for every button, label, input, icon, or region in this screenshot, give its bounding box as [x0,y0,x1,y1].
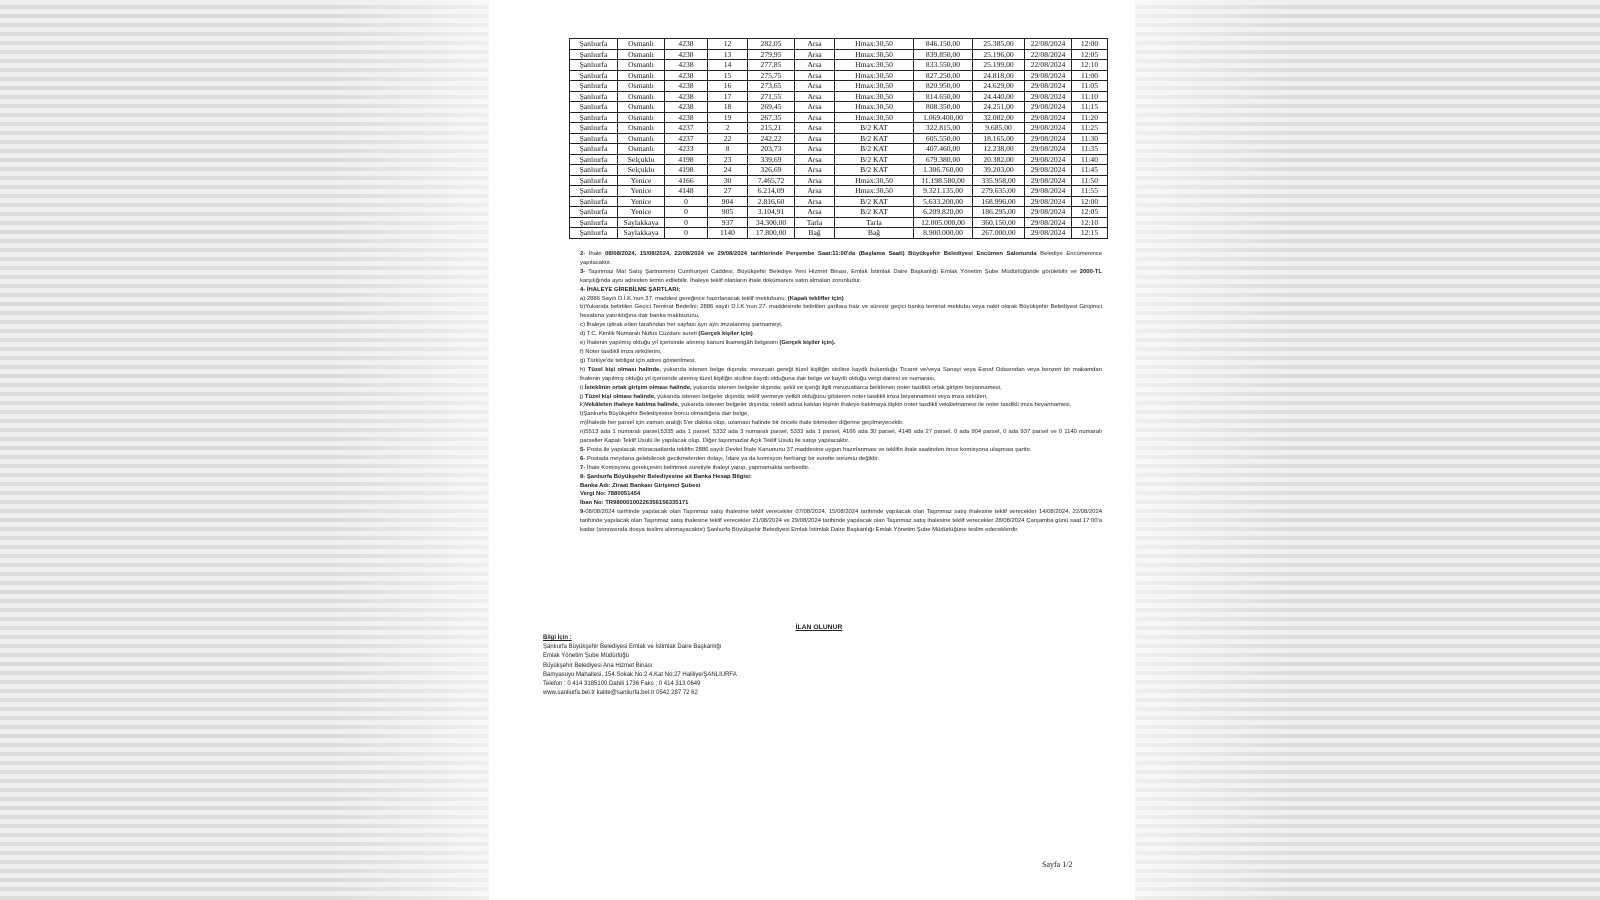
table-cell: 24.251,00 [973,102,1025,113]
table-cell: 29/08/2024 [1025,165,1072,176]
table-row [570,154,1108,165]
table-cell: 9.685,00 [973,123,1025,134]
table-cell: 833.550,00 [914,60,973,71]
table-cell: Arsa [795,133,835,144]
table-cell: 11:30 [1072,133,1108,144]
page-number: Sayfa 1/2 [1042,860,1073,869]
table-cell: 17.800,00 [748,228,795,239]
table-cell: Arsa [795,154,835,165]
table-cell: 25.196,00 [973,49,1025,60]
table-row [570,70,1108,81]
table-cell: 24.629,00 [973,81,1025,92]
table-cell: Şanlıurfa [570,186,618,197]
contact-line-department: Şanlıurfa Büyükşehir Belediyesi Emlak ve İstimlak Daire Başkanlığı [543,644,722,651]
term-4l: l)Şanlıurfa Büyükşehir Belediyesine borcu olmadığına dair belge, [580,411,749,418]
table-cell: Yenice [618,196,665,207]
table-cell: Şanlıurfa [570,102,618,113]
table-row [570,165,1108,176]
table-row [570,144,1108,155]
table-cell: Arsa [795,49,835,60]
table-cell: Şanlıurfa [570,91,618,102]
table-cell: 4238 [665,102,708,113]
term-4g: g) Türkiye'de tebligat için adres gösterilmesi, [580,357,696,364]
table-cell: Şanlıurfa [570,123,618,134]
table-cell: 11:40 [1072,154,1108,165]
term-4h: h) Tüzel kişi olması halinde, yukarıda istenen belge dışında; mevzuatı gereği tüzel kişiliğin siciline kaydlı bulunduğu Ticaret ve/veya Sanayi veya Esnaf Odasından veya benzeri bir makamdan ihalenin yapılmış olduğu yıl içerisinde alınmış tüzel kişiliğin siciline kayıtlı olduğuna dair belge ve kayıtlı olduğu vergi dairesi ve numarası, [580,366,1102,382]
table-cell: 282,05 [748,39,795,50]
table-cell: 29/08/2024 [1025,102,1072,113]
table-cell: 937 [708,217,748,228]
table-cell: B/2 KAT [835,144,914,155]
table-cell: 15 [708,70,748,81]
table-row [570,112,1108,123]
table-cell: Hmax:30,50 [835,112,914,123]
table-cell: 12:05 [1072,49,1108,60]
table-cell: 18 [708,102,748,113]
table-cell: Arsa [795,175,835,186]
table-cell: 29/08/2024 [1025,91,1072,102]
table-cell: Arsa [795,196,835,207]
table-cell: 814.650,00 [914,91,973,102]
table-cell: 326,69 [748,165,795,176]
table-cell: 5.633.200,00 [914,196,973,207]
table-cell: 16 [708,81,748,92]
table-cell: 279,95 [748,49,795,60]
table-cell: Şanlıurfa [570,112,618,123]
table-cell: 12:10 [1072,217,1108,228]
term-7: 7- İhale Komisyonu gerekçesini belirtmek suretiyle ihaleyi yapıp, yapmamakta serbesttir. [580,464,810,471]
term-4m: m)İhalede her parsel için zaman aralığı 5'er dakika olup, uzaması halinde bir önceki ihale bitmeden diğerine geçilmeyecektir. [580,420,904,427]
table-cell: 1140 [708,228,748,239]
table-cell: 12.005.000,00 [914,217,973,228]
table-cell: 3.104,91 [748,207,795,218]
term-4a: a) 2886 Sayılı D.İ.K.'nun 37. maddesi gereğince hazırlanacak teklif mektubunu. (Kapalı teklifler için) [580,295,844,302]
table-cell: 4148 [665,186,708,197]
table-cell: Osmanlı [618,144,665,155]
table-cell: 11.198.580,00 [914,175,973,186]
table-cell: 11:10 [1072,91,1108,102]
table-cell: 11:25 [1072,123,1108,134]
table-cell: 4238 [665,49,708,60]
table-cell: 7.465,72 [748,175,795,186]
table-cell: 339,69 [748,154,795,165]
table-cell: 271,55 [748,91,795,102]
table-cell: 275,75 [748,70,795,81]
blurred-background-right [1135,0,1600,900]
table-cell: Hmax:30,50 [835,91,914,102]
table-cell: Şanlıurfa [570,196,618,207]
table-cell: 1.069.400,00 [914,112,973,123]
table-cell: 279.635,00 [973,186,1025,197]
table-cell: 8 [708,144,748,155]
parcel-table [569,38,1108,239]
table-cell: Hmax:30,50 [835,49,914,60]
table-cell: B/2 KAT [835,196,914,207]
table-cell: Arsa [795,81,835,92]
table-cell: 24.440,00 [973,91,1025,102]
table-cell: Arsa [795,39,835,50]
table-cell: 827.250,00 [914,70,973,81]
table-cell: 273,65 [748,81,795,92]
table-cell: Şanlıurfa [570,49,618,60]
table-cell: 27 [708,186,748,197]
table-cell: Şanlıurfa [570,228,618,239]
table-cell: 23 [708,154,748,165]
table-cell: Şanlıurfa [570,207,618,218]
table-cell: 605.550,00 [914,133,973,144]
contact-line-branch: Emlak Yönetim Şube Müdürlüğü [543,653,629,660]
table-cell: Osmanlı [618,112,665,123]
table-row [570,39,1108,50]
table-cell: Osmanlı [618,60,665,71]
table-cell: 12:00 [1072,196,1108,207]
table-cell: 12:05 [1072,207,1108,218]
table-cell: 0 [665,196,708,207]
term-2: 2- İhale 08/08/2024, 15/08/2024, 22/08/2024 ve 29/08/2024 tarihlerinde Perşembe Saat:11:00'da (Başlama Saati) Büyükşehir Belediyesi Encümen Salonunda Belediye Encümenince yapılacaktır. [580,251,1103,266]
table-cell: Şanlıurfa [570,154,618,165]
table-cell: 19 [708,112,748,123]
table-cell: Osmanlı [618,81,665,92]
term-4e: e) İhalenin yapılmış olduğu yıl içerisinde alınmış kanuni ikametgâh belgesini (Gerçek kişiler için). [580,340,836,347]
table-cell: 13 [708,49,748,60]
table-cell: Şanlıurfa [570,39,618,50]
table-row [570,102,1108,113]
table-row [570,123,1108,134]
table-cell: 4166 [665,175,708,186]
table-cell: 2.816,60 [748,196,795,207]
table-cell: 22/08/2024 [1025,60,1072,71]
table-cell: Arsa [795,70,835,81]
table-cell: 905 [708,207,748,218]
table-cell: Saylakkaya [618,217,665,228]
table-cell: 12:00 [1072,39,1108,50]
auction-terms [580,250,1102,535]
term-5: 5- Posta ile yapılacak müracaatlarda teklifin 2886 sayılı Devlet İhale Kanununu 37.maddesine uygun hazırlanması ve teklifin ihale saatinden önce komisyona ulaşması şarttır. [580,446,1032,453]
table-cell: Saylakkaya [618,228,665,239]
table-cell: 25.385,00 [973,39,1025,50]
table-cell: 22/08/2024 [1025,39,1072,50]
bank-name: Banka Adı: Ziraat Bankası Girişimci Şubesi [580,482,701,489]
table-cell: Tarla [835,217,914,228]
table-cell: 335.958,00 [973,175,1025,186]
table-cell: 14 [708,60,748,71]
table-cell: Hmax:30,50 [835,70,914,81]
table-cell: 4238 [665,112,708,123]
table-cell: 12 [708,39,748,50]
table-cell: 22 [708,133,748,144]
table-cell: Hmax:30,50 [835,186,914,197]
table-cell: 2 [708,123,748,134]
table-cell: Arsa [795,165,835,176]
contact-info [543,634,863,698]
table-cell: Hmax:30,50 [835,60,914,71]
table-cell: 29/08/2024 [1025,154,1072,165]
table-cell: 360.150,00 [973,217,1025,228]
table-row [570,207,1108,218]
table-cell: Şanlıurfa [570,165,618,176]
table-cell: 168.996,00 [973,196,1025,207]
table-cell: Bağ [835,228,914,239]
table-row [570,91,1108,102]
term-4f: f) Noter tasdikli imza sirkülerini, [580,348,662,355]
table-row [570,133,1108,144]
table-cell: 4238 [665,39,708,50]
term-4c: c) İhaleye iştirak eden tarafından her sayfası ayrı ayrı imzalanmış şartnameyi, [580,322,783,329]
table-cell: 322.815,00 [914,123,973,134]
table-cell: B/2 KAT [835,123,914,134]
table-cell: 29/08/2024 [1025,228,1072,239]
term-6: 6- Postada meydana gelebilecek gecikmelerden dolayı, İdare ya da komisyon herhangi bir surette sorumlu değildir. [580,455,879,462]
table-cell: Hmax:30,50 [835,39,914,50]
table-cell: Yenice [618,207,665,218]
table-cell: 4238 [665,60,708,71]
table-cell: 24 [708,165,748,176]
table-cell: 4238 [665,91,708,102]
table-cell: 34.300,00 [748,217,795,228]
table-cell: 9.321.135,00 [914,186,973,197]
table-cell: Şanlıurfa [570,70,618,81]
contact-line-phone: Telefon : 0 414 3185100 Dahili 1736 Faks : 0 414 313 0649 [543,681,701,688]
table-cell: 4198 [665,154,708,165]
contact-line-building: Büyükşehir Belediyesi Ana Hizmet Binası [543,662,653,669]
table-cell: Tarla [795,217,835,228]
table-cell: Şanlıurfa [570,81,618,92]
table-cell: Hmax:30,50 [835,102,914,113]
table-cell: 4237 [665,123,708,134]
table-row [570,175,1108,186]
table-cell: 267.000,00 [973,228,1025,239]
term-4n: n)5513 ada 1 numaralı parsel,5335 ada 1 parsel, 5332 ada 3 numaralı parsel, 5333 ada 1 parsel, 4166 ada 30 parsel, 4148 ada 27 parsel, 0 ada 904 parsel, 0 ada 937 parsel ve 0 1140 numaralı parseller Kapalı Teklif Usulü ile yapılacak olup. Diğer taşınmazlar Açık Teklif Usulü ile satışı yapılacaktır. [580,429,1102,445]
table-cell: Yenice [618,175,665,186]
table-cell: 0 [665,217,708,228]
table-cell: 39.203,00 [973,165,1025,176]
term-4b: b)Yukarıda belirtilen Geçici Teminat Bedelini; 2886 sayılı D.İ.K.'nun 27. maddesinde belirtilen şartlara haiz ve süresiz geçici banka teminat mektubu veya nakit olarak Büyükşehir Belediyesi Girişimci hesabına yatırıldığına dair banka makbuzunu, [580,304,1102,320]
contact-heading: Bilgi İçin : [543,635,572,641]
table-cell: Arsa [795,123,835,134]
table-cell: Osmanlı [618,123,665,134]
term-4k: k)Vekâleten ihaleye katılma halinde, yukarıda istenen belgeler dışında; istekli adına katılan kişinin ihaleye katılmaya ilişkin noter tasdikli vekâletnamesi ile noter tasdikli imza beyannamesi, [580,402,1072,409]
table-cell: 29/08/2024 [1025,144,1072,155]
term-3: 3- Taşınmaz Mal Satış Şartnamesi Cumhuriyet Caddesi, Büyükşehir Belediye Yeni Hizmet Binası, Emlak İstimlak Daire Başkanlığı Emlak Yönetim Şube Müdürlüğünde görülebilir ve 2000-TL karşılığında aynı adresten temin edilebilir. İhaleye teklif olanların ihale dokümanını satın almaları zorunludur. [580,268,1102,284]
blurred-background-left [0,0,489,900]
table-cell: 11:50 [1072,175,1108,186]
table-cell: Osmanlı [618,91,665,102]
contact-line-web: www.sanliurfa.bel.tr kalite@sanliurfa.bel.tr 0542 287 72 62 [543,690,698,697]
table-cell: 4238 [665,70,708,81]
table-cell: 203,73 [748,144,795,155]
table-cell: 22/08/2024 [1025,49,1072,60]
table-cell: B/2 KAT [835,207,914,218]
table-cell: Yenice [618,186,665,197]
table-cell: 12:10 [1072,60,1108,71]
table-cell: 6.209.820,00 [914,207,973,218]
table-cell: Selçuklu [618,154,665,165]
table-cell: 407.460,00 [914,144,973,155]
table-cell: 29/08/2024 [1025,175,1072,186]
iban-number: İban No: TR980001002263561563351​71 [580,500,689,507]
term-8-heading: 8- Şanlıurfa Büyükşehir Belediyesine ait Banka Hesap Bilgisi: [580,473,752,480]
table-cell: 29/08/2024 [1025,112,1072,123]
table-cell: 29/08/2024 [1025,81,1072,92]
table-cell: 29/08/2024 [1025,196,1072,207]
table-cell: 24.818,00 [973,70,1025,81]
table-cell: Arsa [795,60,835,71]
table-cell: Şanlıurfa [570,133,618,144]
table-cell: 25.199,00 [973,60,1025,71]
table-cell: B/2 KAT [835,133,914,144]
table-row [570,217,1108,228]
table-cell: Osmanlı [618,133,665,144]
table-cell: 215,21 [748,123,795,134]
table-cell: Şanlıurfa [570,144,618,155]
table-cell: 29/08/2024 [1025,123,1072,134]
table-cell: 1.306.760,00 [914,165,973,176]
table-cell: 808.350,00 [914,102,973,113]
table-cell: B/2 KAT [835,154,914,165]
announcement-closing: İLAN OLUNUR [795,624,843,631]
table-row [570,196,1108,207]
table-cell: 186.295,00 [973,207,1025,218]
table-cell: 11:20 [1072,112,1108,123]
table-cell: 29/08/2024 [1025,186,1072,197]
tax-number: Vergi No: 7880051454 [580,491,641,498]
table-cell: 29/08/2024 [1025,70,1072,81]
table-cell: Osmanlı [618,70,665,81]
table-row [570,81,1108,92]
table-cell: 242,22 [748,133,795,144]
table-cell: 11:00 [1072,70,1108,81]
table-cell: 267,35 [748,112,795,123]
table-cell: Şanlıurfa [570,60,618,71]
table-cell: Hmax:30,50 [835,175,914,186]
table-cell: 4233 [665,144,708,155]
table-cell: Selçuklu [618,165,665,176]
term-4d: d) T.C. Kimlik Numaralı Nüfus Cüzdanı sureti (Gerçek kişiler için) [580,331,753,338]
table-cell: 277,85 [748,60,795,71]
table-cell: 4237 [665,133,708,144]
table-cell: Osmanlı [618,39,665,50]
table-cell: 32.082,00 [973,112,1025,123]
table-cell: 839.850,00 [914,49,973,60]
parcel-table-body [570,39,1108,239]
table-cell: 29/08/2024 [1025,133,1072,144]
term-4i: i) İsteklinin ortak girişim olması halinde, yukarıda istenen belgeler dışında; şekli ve içeriği ilgili mevzuatlarca belirlenen noter tasdikli ortak girişim beyannamesi, [580,384,1002,391]
table-cell: Şanlıurfa [570,217,618,228]
table-cell: 17 [708,91,748,102]
term-4-heading: 4- İHALEYE GİREBİLME ŞARTLARI; [580,286,681,293]
table-cell: 11:45 [1072,165,1108,176]
table-cell: 4198 [665,165,708,176]
table-cell: Arsa [795,112,835,123]
table-row [570,49,1108,60]
table-cell: 18.165,00 [973,133,1025,144]
table-cell: 11:15 [1072,102,1108,113]
table-cell: 11:05 [1072,81,1108,92]
table-cell: Arsa [795,91,835,102]
table-cell: B/2 KAT [835,165,914,176]
table-cell: 11:35 [1072,144,1108,155]
table-cell: 6.214,09 [748,186,795,197]
table-cell: 11:55 [1072,186,1108,197]
table-cell: Osmanlı [618,102,665,113]
table-cell: 820.950,00 [914,81,973,92]
table-cell: Osmanlı [618,49,665,60]
contact-line-address: Bamyasuyu Mahallesi, 154.Sokak No:2 4.Kat No:27 Haliliye/ŞANLIURFA [543,671,737,678]
table-cell: Arsa [795,144,835,155]
table-cell: Hmax:30,50 [835,81,914,92]
table-cell: 0 [665,207,708,218]
table-cell: 29/08/2024 [1025,217,1072,228]
table-cell: 30 [708,175,748,186]
table-cell: Arsa [795,102,835,113]
table-cell: 0 [665,228,708,239]
table-cell: 12:15 [1072,228,1108,239]
term-9: 9-08/08/2024 tarihinde yapılacak olan Taşınmaz satış ihalesine teklif verecekler 07/08/2024, 15/08/2024 tarihinde yapılacak olan Taşınmaz satış ihalesine teklif verecekler 14/08/2024, 22/08/2024 tarihinde yapılacak olan Taşınmaz satış ihalesine teklif verecekler 21/08/2024 ve 29/08/2024 tarihinde yapılacak olan Taşınmaz satış ihalesine teklif verecekler 28/08/2024 Çarşamba günü saat 17:00'a kadar (sonrasında dosya teslimi alınmayacaktır) Şanlıurfa Büyükşehir Belediyesi Emlak İstimlak Daire Başkanlığı Emlak Yönetim Şube Müdürlüğüne teslim edeceklerdir. [580,509,1102,534]
table-cell: 679.380,00 [914,154,973,165]
table-cell: 12.238,00 [973,144,1025,155]
table-cell: Arsa [795,207,835,218]
table-row [570,60,1108,71]
table-row [570,228,1108,239]
table-cell: Arsa [795,186,835,197]
table-cell: 29/08/2024 [1025,207,1072,218]
table-cell: 20.382,00 [973,154,1025,165]
term-4j: j) Tüzel kişi olması halinde, yukarıda istenen belgeler dışında; teklif vermeye yetkili olduğunu gösteren noter tasdikli imza beyannamesi veya imza sirküleri, [580,393,988,400]
table-cell: 846.150,00 [914,39,973,50]
table-cell: 269,45 [748,102,795,113]
table-cell: 8.900.000,00 [914,228,973,239]
table-cell: 904 [708,196,748,207]
table-row [570,186,1108,197]
table-cell: Şanlıurfa [570,175,618,186]
table-cell: Bağ [795,228,835,239]
document-page [489,0,1135,900]
table-cell: 4238 [665,81,708,92]
